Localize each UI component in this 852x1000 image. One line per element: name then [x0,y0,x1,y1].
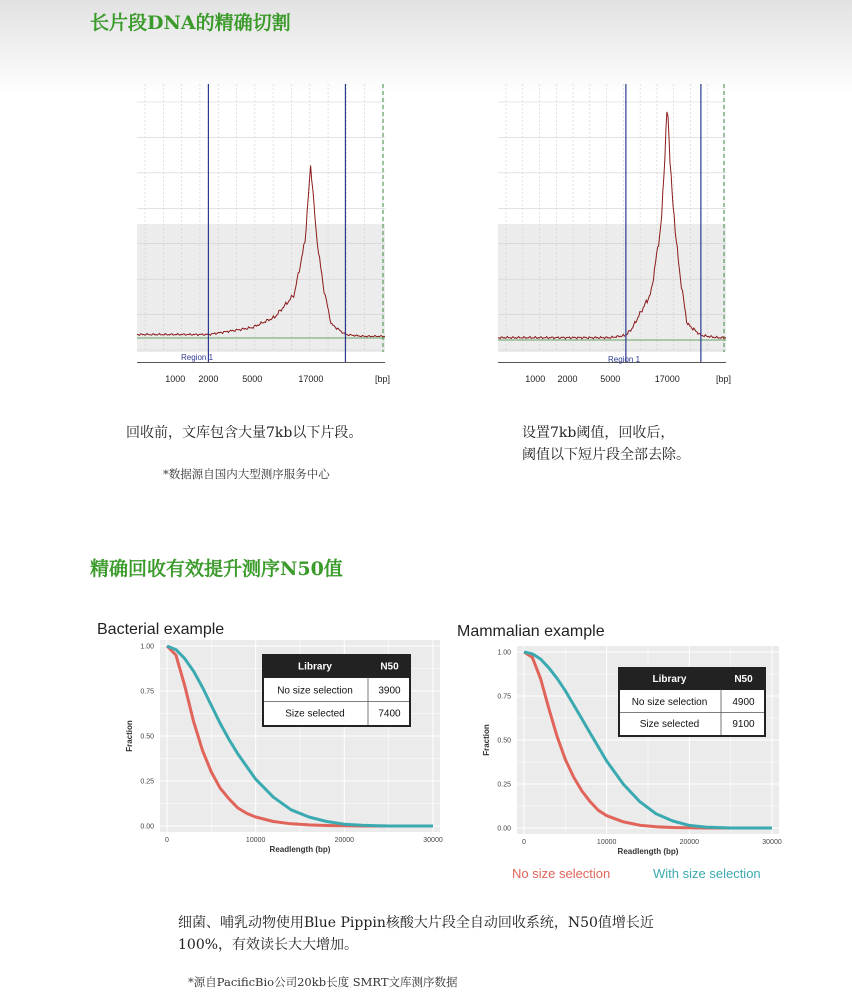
ep1-x-tick-label: 1000 [165,374,186,384]
ep1-x-tick-label: 2000 [198,374,219,384]
ep1-x-tick-label: 5000 [242,374,263,384]
caption-n50: 细菌、哺乳动物使用Blue Pippin核酸大片段全自动回收系统，N50值增长近 100%，有效读长大大增加。 [178,915,654,953]
mammalian-chart [455,616,785,866]
bact-y-tick-label: 0.00 [140,823,154,831]
ep2-x-tick-label: 1000 [525,374,546,384]
mamm-y-tick-label: 0.25 [497,781,511,789]
bact-y-tick-label: 1.00 [140,643,154,651]
ep2-shade [498,224,726,352]
ep1-region-label: Region 1 [181,353,214,362]
bacterial-chart [95,614,445,864]
ep2-unit-label: [bp] [716,374,732,384]
mamm-y-tick-label: 0.75 [497,693,511,701]
mamm-y-axis-label: Fraction [482,724,491,756]
mamm-table-library-cell: No size selection [631,696,708,708]
mamm-table-n50-cell: 4900 [732,696,755,708]
mamm-x-axis-label: Readlength (bp) [617,847,679,856]
ep2-x-tick-label: 17000 [654,374,680,384]
mamm-y-tick-label: 1.00 [497,649,511,657]
ep2-x-tick-label: 5000 [600,374,621,384]
ep2-x-tick-label: 2000 [557,374,578,384]
bact-y-tick-label: 0.50 [140,733,154,741]
bact-y-tick-label: 0.75 [140,688,154,696]
ep1-grid [137,84,385,363]
caption-after: 设置7kb阈值，回收后， 阈值以下短片段全部去除。 [522,425,690,463]
electropherogram-before [137,84,391,389]
source-note-2: *源自PacificBio公司20kb长度 SMRT文库测序数据 [188,975,458,989]
mamm-table-header-n50: N50 [734,673,753,685]
bact-y-axis-label: Fraction [125,720,134,752]
bact-table-n50-cell: 7400 [378,708,401,720]
section2-title: 精确回收有效提升测序N50值 [90,558,343,580]
mamm-x-tick-label: 0 [522,839,526,846]
bacterial-title: Bacterial example [97,621,225,638]
ep1-axis [137,362,385,363]
bact-table-n50-cell: 3900 [378,685,401,697]
bact-x-tick-label: 10000 [245,837,266,844]
mamm-y-tick-label: 0.00 [497,825,511,833]
caption-before: 回收前，文库包含大量7kb以下片段。 [126,425,363,441]
bact-x-tick-label: 30000 [423,837,443,844]
mamm-x-tick-label: 10000 [596,839,617,846]
bact-x-tick-label: 20000 [334,837,355,844]
section1-title: 长片段DNA的精确切割 [90,12,291,34]
mamm-y-tick-label: 0.50 [497,737,511,745]
bact-table-library-cell: No size selection [277,685,353,697]
bact-table-library-cell: Size selected [285,708,345,720]
bact-table-header-n50: N50 [380,661,399,673]
bact-x-axis-label: Readlength (bp) [269,845,331,854]
mamm-table-n50-cell: 9100 [732,718,755,730]
mamm-table-header-library: Library [652,673,687,685]
bact-y-tick-label: 0.25 [140,778,154,786]
mamm-x-tick-label: 30000 [762,839,782,846]
bact-table-header-library: Library [298,661,332,673]
legend-no-size-selection: No size selection [512,866,611,881]
mamm-x-tick-label: 20000 [679,839,700,846]
ep2-region-label: Region 1 [608,355,641,364]
bact-x-tick-label: 0 [165,837,169,844]
electropherogram-after [498,84,740,389]
legend-with-size-selection: With size selection [653,866,761,881]
ep1-shade [137,224,385,352]
ep2-grid [498,84,726,363]
curve-legend [505,862,775,884]
mammalian-title: Mammalian example [457,623,605,640]
ep1-x-tick-label: 17000 [298,374,324,384]
ep1-unit-label: [bp] [375,374,391,384]
mamm-table-library-cell: Size selected [639,718,700,730]
source-note-1: *数据源自国内大型测序服务中心 [163,467,330,481]
